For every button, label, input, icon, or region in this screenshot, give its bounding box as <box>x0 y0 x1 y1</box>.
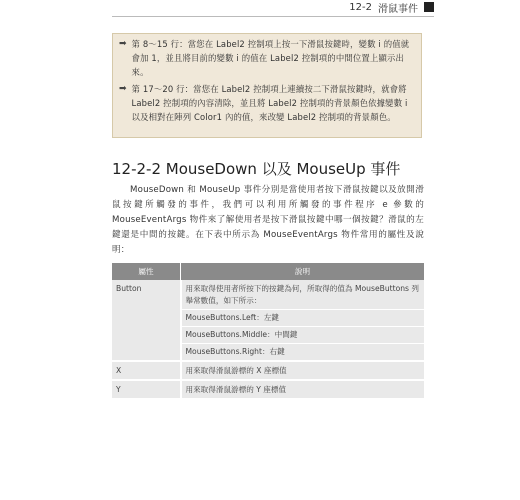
header-title: 滑鼠事件 <box>378 3 418 15</box>
description-text: 用來取得滑鼠游標的 Y 座標值 <box>185 385 287 394</box>
table-row <box>112 280 424 361</box>
header-property: 屬性 <box>112 263 181 280</box>
description-cell <box>181 380 425 399</box>
sub-item: MouseButtons.Right：右鍵 <box>182 343 425 360</box>
header-section-number: 12-2 <box>349 1 372 13</box>
section-title: 12-2-2 MouseDown 以及 MouseUp 事件 <box>112 160 401 178</box>
header-square-mark <box>424 2 434 12</box>
table-row <box>112 361 424 380</box>
sub-list <box>182 309 425 360</box>
sub-item: MouseButtons.Left：左鍵 <box>182 309 425 326</box>
table-row <box>112 380 424 399</box>
description-cell <box>181 361 425 380</box>
properties-table <box>112 263 424 400</box>
property-cell: X <box>112 361 181 380</box>
notes-box <box>112 33 422 138</box>
arrow-right-icon: ➡ <box>119 84 127 94</box>
property-cell: Y <box>112 380 181 399</box>
sub-item: MouseButtons.Middle：中間鍵 <box>182 326 425 343</box>
note-item <box>119 37 415 79</box>
description-cell <box>181 280 425 361</box>
page-header <box>314 0 434 14</box>
description-text: 用來取得滑鼠游標的 X 座標值 <box>185 366 287 375</box>
note-text: 第 17～20 行：當您在 Label2 控制項上連續按二下滑鼠按鍵時，就會將 Label2 控制項的內容清除，並且將 Label2 控制項的背景顏色依據變數 i 以及相對在陣列 Color1 內的值，來改變 Label2 控制項的背景顏色。 <box>131 84 408 122</box>
arrow-right-icon: ➡ <box>119 39 127 49</box>
note-item <box>119 82 415 124</box>
note-text: 第 8～15 行：當您在 Label2 控制項上按一下滑鼠按鍵時，變數 i 的值就會加 1，並且將目前的變數 i 的值在 Label2 控制項的中間位置上顯示出來。 <box>131 39 410 77</box>
header-description: 說明 <box>181 263 425 280</box>
body-paragraph: MouseDown 和 MouseUp 事件分別是當使用者按下滑鼠按鍵以及放開滑鼠按鍵所觸發的事件，我們可以利用所觸發的事件程序 e 參數的 MouseEventArgs 物件來了解使用者是按下滑鼠按鍵中哪一個按鍵？滑鼠的左鍵還是中間的按鍵。在下表中所示為 MouseEventArgs 物件常用的屬性及說明： <box>112 185 424 255</box>
table-header-row <box>112 263 424 280</box>
description-text: 用來取得使用者所按下的按鍵為何，所取得的值為 MouseButtons 列舉常數值，如下所示： <box>185 284 420 305</box>
header-divider <box>112 16 434 17</box>
property-cell: Button <box>112 280 181 361</box>
